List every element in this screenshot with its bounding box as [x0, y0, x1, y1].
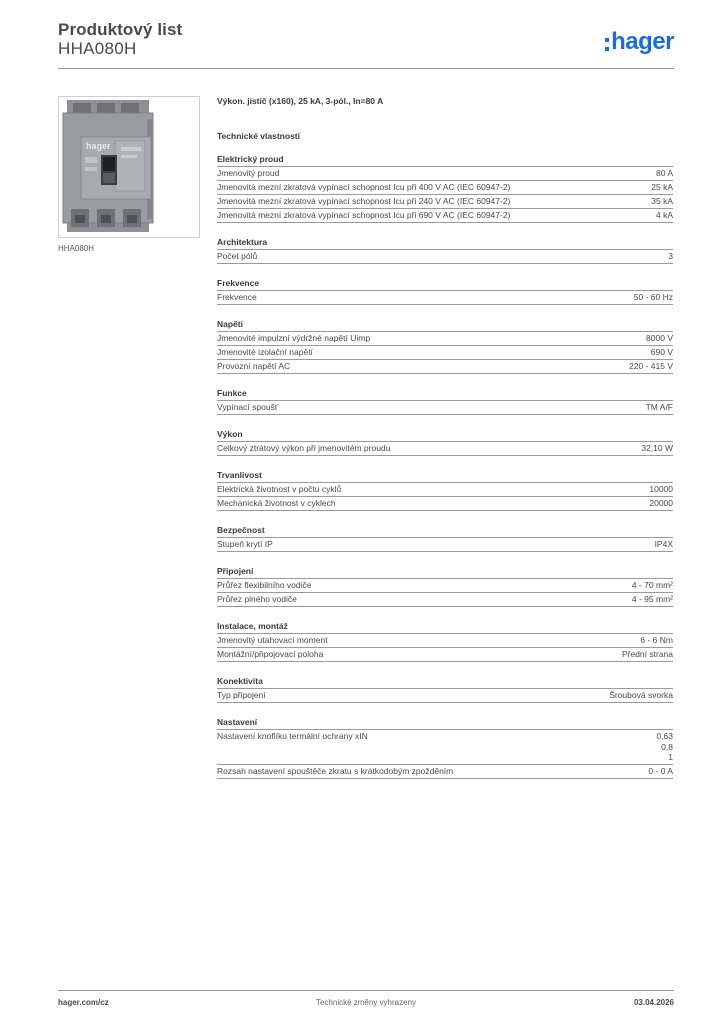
- spec-row: [217, 195, 673, 209]
- spec-value: 80 A: [655, 168, 673, 178]
- spec-value: 4 - 70 mm²: [631, 580, 673, 590]
- circuit-breaker-illustration: [59, 97, 199, 237]
- spec-label: Provozní napětí AC: [217, 361, 291, 371]
- spec-label: Vypínací spoušť: [217, 402, 278, 412]
- spec-row: [217, 593, 673, 607]
- spec-row: [217, 497, 673, 511]
- spec-label: Jmenovitý proud: [217, 168, 280, 178]
- spec-row: [217, 765, 673, 779]
- section-title: Konektivita: [217, 676, 673, 689]
- product-code: HHA080H: [58, 39, 137, 58]
- footer-disclaimer: Technické změny vyhrazeny: [315, 998, 417, 1007]
- spec-row: [217, 332, 673, 346]
- spec-value: TM A/F: [645, 402, 673, 412]
- spec-label: Typ připojení: [217, 690, 266, 700]
- spec-value: 0,63: [656, 731, 673, 741]
- spec-value: 32,10 W: [641, 443, 673, 453]
- logo-text: hager: [611, 28, 674, 55]
- spec-section: [217, 278, 673, 305]
- logo-dots-icon: [605, 38, 609, 51]
- spec-section: [217, 388, 673, 415]
- section-title: Bezpečnost: [217, 525, 673, 538]
- page-title: Produktový list: [58, 20, 183, 39]
- spec-row: [217, 579, 673, 593]
- product-description: Výkon. jistič (x160), 25 kA, 3-pól., In=80 A: [217, 96, 384, 106]
- spec-label: Průřez plného vodiče: [217, 594, 297, 604]
- spec-row: [217, 209, 673, 223]
- spec-value: 4 - 95 mm²: [631, 594, 673, 604]
- footer-divider: [58, 990, 674, 991]
- spec-label: Frekvence: [217, 292, 257, 302]
- header-divider: [58, 68, 674, 69]
- spec-value: 4 kA: [655, 210, 673, 220]
- spec-label: Jmenovitá mezní zkratová vypínací schopnost Icu při 690 V AC (IEC 60947-2): [217, 210, 511, 220]
- spec-row: [217, 167, 673, 181]
- spec-row: [217, 442, 673, 456]
- spec-value: Šroubová svorka: [609, 690, 673, 700]
- spec-value: 25 kA: [651, 182, 673, 192]
- section-title: Nastavení: [217, 717, 673, 730]
- spec-label: Rozsah nastavení spouštěče zkratu s krátkodobým zpožděním: [217, 765, 454, 776]
- spec-label: Jmenovitá mezní zkratová vypínací schopnost Icu při 240 V AC (IEC 60947-2): [217, 196, 511, 206]
- spec-value: 35 kA: [651, 196, 673, 206]
- spec-section: [217, 429, 673, 456]
- spec-sheet: [217, 95, 673, 779]
- spec-label: Jmenovitá mezní zkratová vypínací schopnost Icu při 400 V AC (IEC 60947-2): [217, 182, 511, 192]
- spec-value: 220 - 415 V: [629, 361, 673, 371]
- spec-section: [217, 676, 673, 703]
- spec-label: Stupeň krytí IP: [217, 539, 273, 549]
- spec-value: 6 - 6 Nm: [640, 635, 673, 645]
- spec-value: 20000: [649, 498, 673, 508]
- spec-row: [217, 730, 673, 765]
- device-brand-label: hager: [86, 141, 111, 151]
- spec-value: 10000: [649, 484, 673, 494]
- spec-label: Nastavení knoflíku termální ochrany xIN: [217, 731, 368, 741]
- image-caption: HHA080H: [58, 244, 95, 253]
- spec-label: Jmenovité izolační napětí: [217, 347, 313, 357]
- spec-value: 1: [668, 752, 673, 762]
- section-title: Frekvence: [217, 278, 673, 291]
- spec-row: [217, 401, 673, 415]
- spec-label: Jmenovité impulzní výdržné napětí Uimp: [217, 333, 371, 343]
- spec-value: 690 V: [650, 347, 673, 357]
- spec-value: 3: [668, 251, 673, 261]
- spec-row: [217, 648, 673, 662]
- spec-value: Přední strana: [621, 649, 673, 659]
- spec-section: [217, 566, 673, 607]
- spec-section: [217, 717, 673, 779]
- section-title: Elektrický proud: [217, 154, 673, 167]
- product-image: [58, 96, 200, 238]
- spec-section: [217, 470, 673, 511]
- spec-row: [217, 346, 673, 360]
- section-title: Připojení: [217, 566, 673, 579]
- spec-row: [217, 538, 673, 552]
- spec-row: [217, 250, 673, 264]
- spec-value: 0 - 0 A: [648, 765, 673, 776]
- section-title: Funkce: [217, 388, 673, 401]
- spec-value: IP4X: [654, 539, 673, 549]
- spec-label: Montážní/připojovací poloha: [217, 649, 324, 659]
- spec-row: [217, 181, 673, 195]
- section-title: Napětí: [217, 319, 673, 332]
- page-header: [58, 20, 674, 70]
- spec-row: [217, 634, 673, 648]
- spec-section: [217, 621, 673, 662]
- spec-row: [217, 360, 673, 374]
- section-title: Architektura: [217, 237, 673, 250]
- spec-label: Jmenovitý utahovací moment: [217, 635, 328, 645]
- section-title: Trvanlivost: [217, 470, 673, 483]
- footer-website: hager.com/cz: [58, 998, 109, 1007]
- section-title: Výkon: [217, 429, 673, 442]
- spec-label: Elektrická životnost v počtu cyklů: [217, 484, 342, 494]
- spec-row: [217, 291, 673, 305]
- section-title: Instalace, montáž: [217, 621, 673, 634]
- spec-label: Počet pólů: [217, 251, 258, 261]
- spec-label: Průřez flexibilního vodiče: [217, 580, 312, 590]
- hager-logo: [605, 26, 674, 54]
- spec-row: [217, 689, 673, 703]
- spec-section: [217, 154, 673, 223]
- spec-label: Mechanická životnost v cyklech: [217, 498, 336, 508]
- spec-section: [217, 319, 673, 374]
- spec-section: [217, 237, 673, 264]
- spec-section: [217, 525, 673, 552]
- spec-label: Celkový ztrátový výkon při jmenovitém proudu: [217, 443, 391, 453]
- page-footer: [58, 990, 674, 1020]
- footer-date: 03.04.2026: [633, 998, 674, 1007]
- technical-properties-heading: Technické vlastnosti: [217, 131, 300, 141]
- spec-value-list: [656, 730, 673, 764]
- spec-value: 8000 V: [646, 333, 673, 343]
- spec-value: 0,8: [661, 741, 673, 752]
- spec-row: [217, 483, 673, 497]
- spec-value: 50 - 60 Hz: [633, 292, 673, 302]
- spec-sections: [217, 154, 673, 779]
